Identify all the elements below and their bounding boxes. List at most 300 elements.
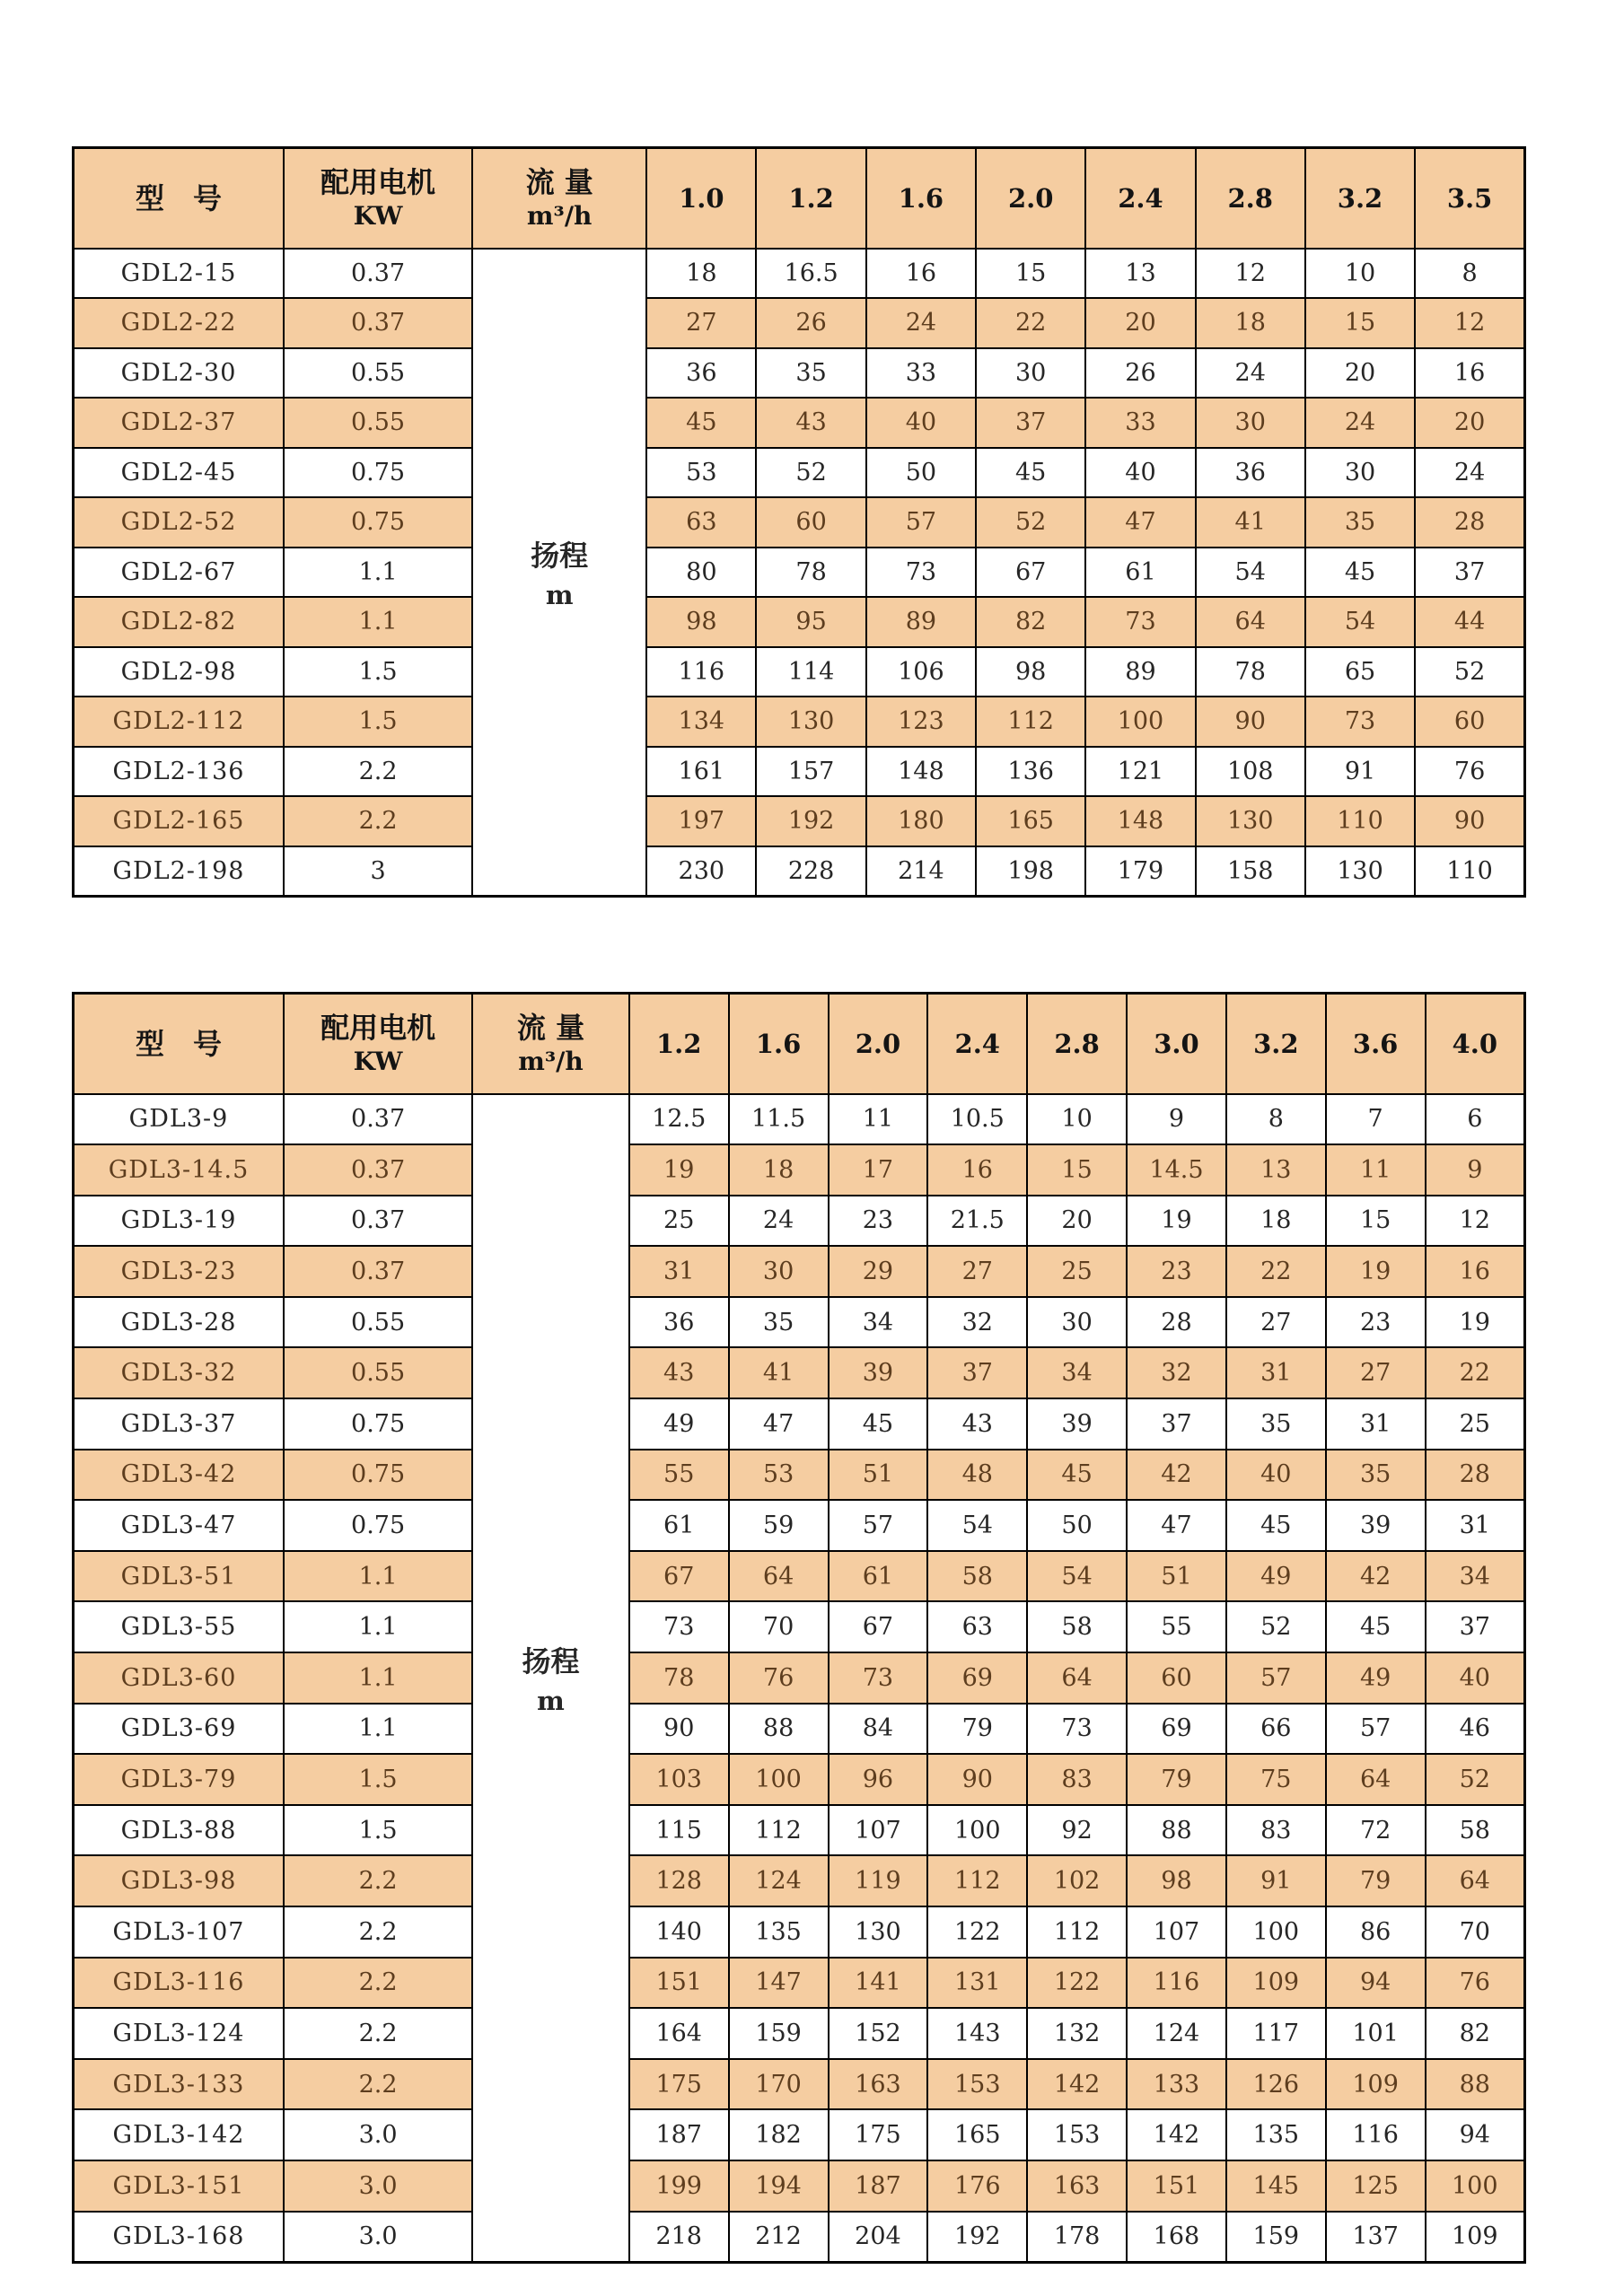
model-cell: GDL2-165 xyxy=(74,796,284,846)
head-value-cell: 90 xyxy=(927,1754,1027,1805)
head-value-cell: 54 xyxy=(1305,597,1415,647)
head-value-cell: 18 xyxy=(1196,298,1305,348)
head-value-cell: 39 xyxy=(1326,1500,1426,1551)
head-value-cell: 187 xyxy=(629,2109,729,2160)
head-value-cell: 79 xyxy=(927,1704,1027,1755)
head-value-cell: 100 xyxy=(927,1805,1027,1856)
head-value-cell: 180 xyxy=(866,796,976,846)
motor-kw-cell: 0.55 xyxy=(284,398,472,448)
head-value-cell: 50 xyxy=(866,448,976,498)
head-value-cell: 45 xyxy=(1226,1500,1326,1551)
spec-table xyxy=(72,146,1526,898)
col-header-model: 型 号 xyxy=(74,148,284,249)
head-value-cell: 44 xyxy=(1415,597,1524,647)
model-cell: GDL2-45 xyxy=(74,448,284,498)
head-value-cell: 116 xyxy=(646,647,756,697)
head-value-cell: 141 xyxy=(829,1958,928,2009)
motor-kw-cell: 0.37 xyxy=(284,1246,472,1297)
model-cell: GDL3-124 xyxy=(74,2008,284,2059)
head-value-cell: 109 xyxy=(1226,1958,1326,2009)
model-cell: GDL3-168 xyxy=(74,2212,284,2263)
head-value-cell: 142 xyxy=(1127,2109,1226,2160)
table-row xyxy=(74,298,1525,348)
model-cell: GDL3-116 xyxy=(74,1958,284,2009)
model-cell: GDL3-51 xyxy=(74,1551,284,1602)
head-value-cell: 19 xyxy=(1127,1196,1226,1247)
head-value-cell: 100 xyxy=(1426,2160,1525,2212)
head-value-cell: 108 xyxy=(1196,747,1305,797)
head-value-cell: 43 xyxy=(629,1347,729,1398)
head-value-cell: 34 xyxy=(1027,1347,1127,1398)
head-value-cell: 79 xyxy=(1326,1855,1426,1906)
table-row xyxy=(74,1704,1525,1755)
head-value-cell: 37 xyxy=(1415,548,1524,598)
model-cell: GDL3-133 xyxy=(74,2059,284,2110)
head-value-cell: 82 xyxy=(1426,2008,1525,2059)
head-value-cell: 46 xyxy=(1426,1704,1525,1755)
head-value-cell: 147 xyxy=(729,1958,829,2009)
head-value-cell: 11 xyxy=(1326,1144,1426,1196)
col-header-flow-value: 2.4 xyxy=(1085,148,1195,249)
head-value-cell: 80 xyxy=(646,548,756,598)
model-cell: GDL3-60 xyxy=(74,1652,284,1704)
model-cell: GDL3-107 xyxy=(74,1906,284,1958)
head-value-cell: 31 xyxy=(1426,1500,1525,1551)
head-value-cell: 89 xyxy=(866,597,976,647)
head-value-cell: 73 xyxy=(629,1601,729,1652)
head-value-cell: 98 xyxy=(1127,1855,1226,1906)
head-value-cell: 31 xyxy=(629,1246,729,1297)
head-value-cell: 35 xyxy=(756,348,865,399)
head-value-cell: 22 xyxy=(1426,1347,1525,1398)
col-header-flow-value: 1.6 xyxy=(866,148,976,249)
col-header-flow-value: 3.2 xyxy=(1305,148,1415,249)
head-value-cell: 124 xyxy=(729,1855,829,1906)
head-value-cell: 18 xyxy=(1226,1196,1326,1247)
head-value-cell: 102 xyxy=(1027,1855,1127,1906)
head-value-cell: 159 xyxy=(729,2008,829,2059)
motor-kw-cell: 1.1 xyxy=(284,1652,472,1704)
spec-table xyxy=(72,992,1526,2264)
head-value-cell: 90 xyxy=(1415,796,1524,846)
head-value-cell: 30 xyxy=(976,348,1085,399)
head-value-cell: 36 xyxy=(1196,448,1305,498)
head-value-cell: 20 xyxy=(1415,398,1524,448)
head-value-cell: 151 xyxy=(1127,2160,1226,2212)
head-value-cell: 197 xyxy=(646,796,756,846)
head-value-cell: 47 xyxy=(1085,497,1195,548)
head-value-cell: 69 xyxy=(927,1652,1027,1704)
head-value-cell: 10 xyxy=(1305,249,1415,299)
head-value-cell: 32 xyxy=(1127,1347,1226,1398)
head-value-cell: 53 xyxy=(646,448,756,498)
motor-kw-cell: 3.0 xyxy=(284,2160,472,2212)
head-value-cell: 36 xyxy=(646,348,756,399)
head-value-cell: 43 xyxy=(927,1398,1027,1450)
head-value-cell: 61 xyxy=(829,1551,928,1602)
head-value-cell: 30 xyxy=(1196,398,1305,448)
head-value-cell: 78 xyxy=(756,548,865,598)
model-cell: GDL3-98 xyxy=(74,1855,284,1906)
head-value-cell: 27 xyxy=(646,298,756,348)
head-value-cell: 145 xyxy=(1226,2160,1326,2212)
head-value-cell: 18 xyxy=(646,249,756,299)
model-cell: GDL3-69 xyxy=(74,1704,284,1755)
table-row xyxy=(74,448,1525,498)
table-row xyxy=(74,1805,1525,1856)
head-value-cell: 76 xyxy=(1426,1958,1525,2009)
head-value-cell: 27 xyxy=(927,1246,1027,1297)
head-value-cell: 22 xyxy=(976,298,1085,348)
model-cell: GDL3-19 xyxy=(74,1196,284,1247)
table-row xyxy=(74,846,1525,897)
head-value-cell: 78 xyxy=(1196,647,1305,697)
head-value-cell: 119 xyxy=(829,1855,928,1906)
head-value-cell: 22 xyxy=(1226,1246,1326,1297)
table-row xyxy=(74,2160,1525,2212)
head-value-cell: 59 xyxy=(729,1500,829,1551)
head-value-cell: 70 xyxy=(1426,1906,1525,1958)
head-value-cell: 112 xyxy=(927,1855,1027,1906)
head-value-cell: 30 xyxy=(729,1246,829,1297)
model-cell: GDL2-22 xyxy=(74,298,284,348)
motor-kw-cell: 1.1 xyxy=(284,1704,472,1755)
table-row xyxy=(74,1855,1525,1906)
head-value-cell: 218 xyxy=(629,2212,729,2263)
model-cell: GDL3-79 xyxy=(74,1754,284,1805)
head-value-cell: 35 xyxy=(1305,497,1415,548)
head-value-cell: 9 xyxy=(1426,1144,1525,1196)
head-value-cell: 228 xyxy=(756,846,865,897)
table-row xyxy=(74,647,1525,697)
head-value-cell: 48 xyxy=(927,1450,1027,1501)
head-value-cell: 83 xyxy=(1027,1754,1127,1805)
motor-kw-cell: 3.0 xyxy=(284,2109,472,2160)
motor-kw-cell: 1.5 xyxy=(284,1754,472,1805)
head-value-cell: 12.5 xyxy=(629,1094,729,1145)
head-value-cell: 25 xyxy=(629,1196,729,1247)
head-value-cell: 64 xyxy=(729,1551,829,1602)
head-value-cell: 159 xyxy=(1226,2212,1326,2263)
head-value-cell: 13 xyxy=(1085,249,1195,299)
head-value-cell: 64 xyxy=(1326,1754,1426,1805)
model-cell: GDL2-52 xyxy=(74,497,284,548)
head-value-cell: 54 xyxy=(927,1500,1027,1551)
head-value-cell: 24 xyxy=(729,1196,829,1247)
head-value-cell: 161 xyxy=(646,747,756,797)
head-value-cell: 21.5 xyxy=(927,1196,1027,1247)
head-value-cell: 43 xyxy=(756,398,865,448)
head-value-cell: 198 xyxy=(976,846,1085,897)
head-value-cell: 52 xyxy=(756,448,865,498)
head-value-cell: 140 xyxy=(629,1906,729,1958)
head-value-cell: 40 xyxy=(1085,448,1195,498)
head-value-cell: 84 xyxy=(829,1704,928,1755)
head-value-cell: 57 xyxy=(1326,1704,1426,1755)
head-value-cell: 73 xyxy=(1085,597,1195,647)
head-value-cell: 63 xyxy=(646,497,756,548)
table-row xyxy=(74,2059,1525,2110)
table-row xyxy=(74,249,1525,299)
head-value-cell: 175 xyxy=(829,2109,928,2160)
head-value-cell: 153 xyxy=(927,2059,1027,2110)
col-header-motor: 配用电机 KW xyxy=(284,994,472,1094)
head-value-cell: 61 xyxy=(629,1500,729,1551)
head-value-cell: 112 xyxy=(729,1805,829,1856)
motor-kw-cell: 3.0 xyxy=(284,2212,472,2263)
head-value-cell: 58 xyxy=(1027,1601,1127,1652)
head-value-cell: 73 xyxy=(1305,697,1415,747)
col-header-flow-value: 1.0 xyxy=(646,148,756,249)
head-value-cell: 122 xyxy=(927,1906,1027,1958)
head-value-cell: 90 xyxy=(629,1704,729,1755)
head-value-cell: 19 xyxy=(629,1144,729,1196)
head-value-cell: 204 xyxy=(829,2212,928,2263)
head-value-cell: 187 xyxy=(829,2160,928,2212)
head-value-cell: 165 xyxy=(976,796,1085,846)
head-value-cell: 10 xyxy=(1027,1094,1127,1145)
head-value-cell: 10.5 xyxy=(927,1094,1027,1145)
head-value-cell: 192 xyxy=(756,796,865,846)
motor-kw-cell: 2.2 xyxy=(284,1958,472,2009)
head-value-cell: 170 xyxy=(729,2059,829,2110)
head-value-cell: 34 xyxy=(1426,1551,1525,1602)
head-value-cell: 70 xyxy=(729,1601,829,1652)
head-value-cell: 52 xyxy=(976,497,1085,548)
head-unit-cell xyxy=(472,249,646,897)
head-value-cell: 95 xyxy=(756,597,865,647)
head-value-cell: 6 xyxy=(1426,1094,1525,1145)
head-value-cell: 75 xyxy=(1226,1754,1326,1805)
model-cell: GDL2-198 xyxy=(74,846,284,897)
model-cell: GDL3-32 xyxy=(74,1347,284,1398)
table-row xyxy=(74,1500,1525,1551)
head-value-cell: 148 xyxy=(866,747,976,797)
table-row xyxy=(74,1094,1525,1145)
table-row xyxy=(74,796,1525,846)
head-value-cell: 135 xyxy=(1226,2109,1326,2160)
head-value-cell: 76 xyxy=(729,1652,829,1704)
head-value-cell: 28 xyxy=(1415,497,1524,548)
motor-kw-cell: 0.55 xyxy=(284,348,472,399)
model-cell: GDL2-112 xyxy=(74,697,284,747)
head-value-cell: 58 xyxy=(927,1551,1027,1602)
head-value-cell: 67 xyxy=(976,548,1085,598)
head-value-cell: 131 xyxy=(927,1958,1027,2009)
head-value-cell: 50 xyxy=(1027,1500,1127,1551)
model-cell: GDL3-28 xyxy=(74,1297,284,1348)
pump-spec-table-gdl2 xyxy=(72,146,1526,898)
head-value-cell: 29 xyxy=(829,1246,928,1297)
head-value-cell: 35 xyxy=(729,1297,829,1348)
head-value-cell: 117 xyxy=(1226,2008,1326,2059)
head-value-cell: 45 xyxy=(829,1398,928,1450)
head-value-cell: 51 xyxy=(1127,1551,1226,1602)
head-value-cell: 128 xyxy=(629,1855,729,1906)
head-value-cell: 116 xyxy=(1127,1958,1226,2009)
head-value-cell: 12 xyxy=(1415,298,1524,348)
table-row xyxy=(74,697,1525,747)
head-value-cell: 12 xyxy=(1426,1196,1525,1247)
head-value-cell: 20 xyxy=(1305,348,1415,399)
head-value-cell: 35 xyxy=(1326,1450,1426,1501)
head-value-cell: 40 xyxy=(866,398,976,448)
head-value-cell: 103 xyxy=(629,1754,729,1805)
head-value-cell: 122 xyxy=(1027,1958,1127,2009)
head-value-cell: 114 xyxy=(756,647,865,697)
motor-kw-cell: 2.2 xyxy=(284,1855,472,1906)
table-row xyxy=(74,2212,1525,2263)
model-cell: GDL3-47 xyxy=(74,1500,284,1551)
model-cell: GDL2-37 xyxy=(74,398,284,448)
head-value-cell: 11.5 xyxy=(729,1094,829,1145)
head-value-cell: 126 xyxy=(1226,2059,1326,2110)
model-cell: GDL3-151 xyxy=(74,2160,284,2212)
table-row xyxy=(74,1196,1525,1247)
motor-kw-cell: 1.1 xyxy=(284,548,472,598)
head-value-cell: 41 xyxy=(729,1347,829,1398)
head-value-cell: 132 xyxy=(1027,2008,1127,2059)
col-header-flow-value: 3.0 xyxy=(1127,994,1226,1094)
head-value-cell: 30 xyxy=(1027,1297,1127,1348)
pump-spec-table-gdl3 xyxy=(72,992,1526,2264)
head-value-cell: 130 xyxy=(1305,846,1415,897)
head-value-cell: 73 xyxy=(866,548,976,598)
head-value-cell: 42 xyxy=(1326,1551,1426,1602)
motor-kw-cell: 0.55 xyxy=(284,1297,472,1348)
head-value-cell: 45 xyxy=(646,398,756,448)
model-cell: GDL3-142 xyxy=(74,2109,284,2160)
head-value-cell: 25 xyxy=(1027,1246,1127,1297)
head-value-cell: 25 xyxy=(1426,1398,1525,1450)
head-value-cell: 12 xyxy=(1196,249,1305,299)
motor-kw-cell: 0.75 xyxy=(284,1450,472,1501)
table-row xyxy=(74,348,1525,399)
table-row xyxy=(74,1450,1525,1501)
head-value-cell: 72 xyxy=(1326,1805,1426,1856)
head-value-cell: 36 xyxy=(629,1297,729,1348)
head-value-cell: 130 xyxy=(1196,796,1305,846)
table-row xyxy=(74,1551,1525,1602)
head-value-cell: 24 xyxy=(866,298,976,348)
col-header-flow-value: 2.0 xyxy=(829,994,928,1094)
motor-kw-cell: 1.1 xyxy=(284,1601,472,1652)
head-value-cell: 8 xyxy=(1226,1094,1326,1145)
head-value-cell: 101 xyxy=(1326,2008,1426,2059)
head-value-cell: 55 xyxy=(1127,1601,1226,1652)
table-row xyxy=(74,1601,1525,1652)
head-label: 扬程 xyxy=(531,539,589,573)
motor-kw-cell: 2.2 xyxy=(284,796,472,846)
head-value-cell: 30 xyxy=(1305,448,1415,498)
head-value-cell: 100 xyxy=(729,1754,829,1805)
head-value-cell: 7 xyxy=(1326,1094,1426,1145)
head-value-cell: 49 xyxy=(1226,1551,1326,1602)
col-header-flow-value: 3.2 xyxy=(1226,994,1326,1094)
head-value-cell: 63 xyxy=(927,1601,1027,1652)
col-header-flow-value: 2.8 xyxy=(1196,148,1305,249)
head-value-cell: 90 xyxy=(1196,697,1305,747)
head-value-cell: 16 xyxy=(1426,1246,1525,1297)
head-value-cell: 15 xyxy=(1326,1196,1426,1247)
head-value-cell: 52 xyxy=(1226,1601,1326,1652)
head-value-cell: 82 xyxy=(976,597,1085,647)
head-value-cell: 175 xyxy=(629,2059,729,2110)
head-value-cell: 58 xyxy=(1426,1805,1525,1856)
col-header-flow-value: 3.5 xyxy=(1415,148,1524,249)
table-row xyxy=(74,1652,1525,1704)
head-unit-cell xyxy=(472,1094,629,2263)
head-value-cell: 15 xyxy=(976,249,1085,299)
head-value-cell: 164 xyxy=(629,2008,729,2059)
head-value-cell: 13 xyxy=(1226,1144,1326,1196)
head-value-cell: 27 xyxy=(1326,1347,1426,1398)
head-value-cell: 51 xyxy=(829,1450,928,1501)
head-value-cell: 57 xyxy=(1226,1652,1326,1704)
head-value-cell: 165 xyxy=(927,2109,1027,2160)
head-value-cell: 14.5 xyxy=(1127,1144,1226,1196)
table-row xyxy=(74,1246,1525,1297)
head-value-cell: 199 xyxy=(629,2160,729,2212)
head-value-cell: 76 xyxy=(1415,747,1524,797)
head-value-cell: 20 xyxy=(1027,1196,1127,1247)
table-row xyxy=(74,1398,1525,1450)
head-value-cell: 89 xyxy=(1085,647,1195,697)
head-value-cell: 35 xyxy=(1226,1398,1326,1450)
model-cell: GDL3-42 xyxy=(74,1450,284,1501)
motor-kw-cell: 0.75 xyxy=(284,497,472,548)
model-cell: GDL2-136 xyxy=(74,747,284,797)
head-value-cell: 112 xyxy=(1027,1906,1127,1958)
head-value-cell: 121 xyxy=(1085,747,1195,797)
head-value-cell: 64 xyxy=(1426,1855,1525,1906)
col-header-model: 型 号 xyxy=(74,994,284,1094)
model-cell: GDL2-15 xyxy=(74,249,284,299)
head-value-cell: 40 xyxy=(1226,1450,1326,1501)
head-value-cell: 88 xyxy=(729,1704,829,1755)
head-value-cell: 28 xyxy=(1127,1297,1226,1348)
head-value-cell: 73 xyxy=(829,1652,928,1704)
table-row xyxy=(74,1754,1525,1805)
head-value-cell: 60 xyxy=(1127,1652,1226,1704)
head-value-cell: 31 xyxy=(1226,1347,1326,1398)
col-header-flow-value: 4.0 xyxy=(1426,994,1525,1094)
head-value-cell: 37 xyxy=(976,398,1085,448)
head-value-cell: 39 xyxy=(1027,1398,1127,1450)
head-value-cell: 26 xyxy=(756,298,865,348)
table-row xyxy=(74,1958,1525,2009)
head-value-cell: 67 xyxy=(829,1601,928,1652)
head-value-cell: 31 xyxy=(1326,1398,1426,1450)
head-value-cell: 192 xyxy=(927,2212,1027,2263)
motor-kw-cell: 2.2 xyxy=(284,747,472,797)
motor-kw-cell: 0.75 xyxy=(284,1500,472,1551)
head-value-cell: 130 xyxy=(829,1906,928,1958)
head-value-cell: 230 xyxy=(646,846,756,897)
head-value-cell: 34 xyxy=(829,1297,928,1348)
head-value-cell: 69 xyxy=(1127,1704,1226,1755)
head-value-cell: 65 xyxy=(1305,647,1415,697)
head-value-cell: 11 xyxy=(829,1094,928,1145)
head-value-cell: 130 xyxy=(756,697,865,747)
head-value-cell: 94 xyxy=(1326,1958,1426,2009)
table-row xyxy=(74,1144,1525,1196)
head-value-cell: 124 xyxy=(1127,2008,1226,2059)
model-cell: GDL3-14.5 xyxy=(74,1144,284,1196)
head-value-cell: 54 xyxy=(1196,548,1305,598)
head-value-cell: 123 xyxy=(866,697,976,747)
head-value-cell: 64 xyxy=(1027,1652,1127,1704)
